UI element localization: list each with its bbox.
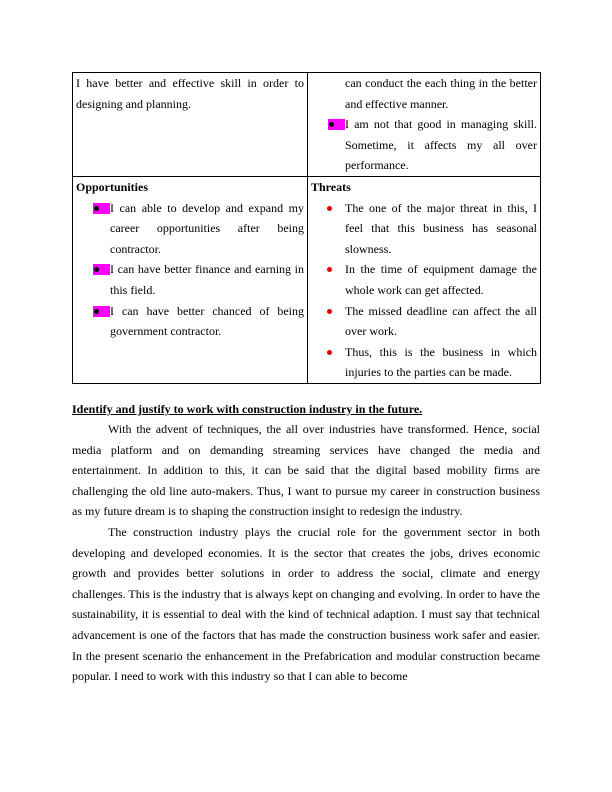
- weakness-continuation: [345, 73, 537, 114]
- list-item: [345, 198, 537, 260]
- opportunities-cell: [73, 176, 308, 383]
- weaknesses-list: [311, 73, 537, 176]
- weaknesses-cell: [308, 73, 541, 177]
- opportunity-item-text: I can able to develop and expand my career opportunities after being contractor.: [110, 200, 304, 256]
- threat-item-text: Thus, this is the business in which injuries to the parties can be made.: [345, 344, 537, 380]
- list-item: [345, 342, 537, 383]
- list-item: [110, 259, 304, 300]
- opportunity-item-text: I can have better finance and earning in this field.: [110, 262, 304, 297]
- highlighted-bullet-icon: [328, 119, 345, 130]
- red-bullet-icon: [327, 267, 332, 272]
- body-paragraph-2: The construction industry plays the crucial role for the government sector in both developing and developed economies. It is the sector that creates the jobs, drives economic growth and provides better solutions in order to address the social, climate and energy challenges. This is the industry that is always kept on changing and evolving. In order to have the sustainability, it is essential to deal with the kind of technical adaption. I must say that technical advancement is one of the factors that has made the construction business work safer and easier. In the present scenario the enhancement in the Prefabrication and modular construction became popular. I need to work with this industry so that I can able to become: [72, 525, 541, 684]
- swot-row-strengths-weaknesses: [73, 73, 541, 177]
- opportunity-item-text: I can have better chanced of being government contractor.: [110, 303, 304, 339]
- threats-list: [311, 198, 537, 383]
- opportunities-list: [76, 198, 304, 342]
- swot-row-opportunities-threats: [73, 176, 541, 383]
- threats-title: Threats: [311, 179, 351, 194]
- threat-item-text: In the time of equipment damage the whole work can get affected.: [345, 262, 537, 297]
- red-bullet-icon: [327, 350, 332, 355]
- strengths-text: I have better and effective skill in order to designing and planning.: [76, 76, 304, 111]
- highlighted-bullet-icon: [93, 264, 110, 275]
- opportunities-title: Opportunities: [76, 179, 149, 194]
- highlighted-bullet-icon: [93, 203, 110, 214]
- list-item: [345, 259, 537, 300]
- threat-item-text: The one of the major threat in this, I feel that this business has seasonal slowness.: [345, 200, 537, 256]
- list-item: [345, 114, 537, 176]
- threat-item-text: The missed deadline can affect the all over work.: [345, 303, 537, 339]
- list-item: [345, 301, 537, 342]
- swot-table: [72, 72, 541, 384]
- weakness-continuation-text: can conduct the each thing in the better and effective manner.: [345, 76, 537, 111]
- red-bullet-icon: [327, 309, 332, 314]
- threats-cell: [308, 176, 541, 383]
- section-heading: Identify and justify to work with construction industry in the future.: [72, 402, 423, 416]
- highlighted-bullet-icon: [93, 306, 110, 317]
- red-bullet-icon: [327, 206, 332, 211]
- weakness-item-text: I am not that good in managing skill. Sometime, it affects my all over performance.: [345, 117, 537, 173]
- list-item: [110, 301, 304, 342]
- list-item: [110, 198, 304, 260]
- strengths-cell: [73, 73, 308, 177]
- body-paragraph-1: With the advent of techniques, the all over industries have transformed. Hence, social media platform and on demanding streaming services have changed the media and entertainment. In addition to this, it can be said that the digital based mobility firms are challenging the old line auto-makers. Thus, I want to pursue my career in construction business as my future dream is to shaping the construction insight to redesign the industry.: [72, 422, 540, 519]
